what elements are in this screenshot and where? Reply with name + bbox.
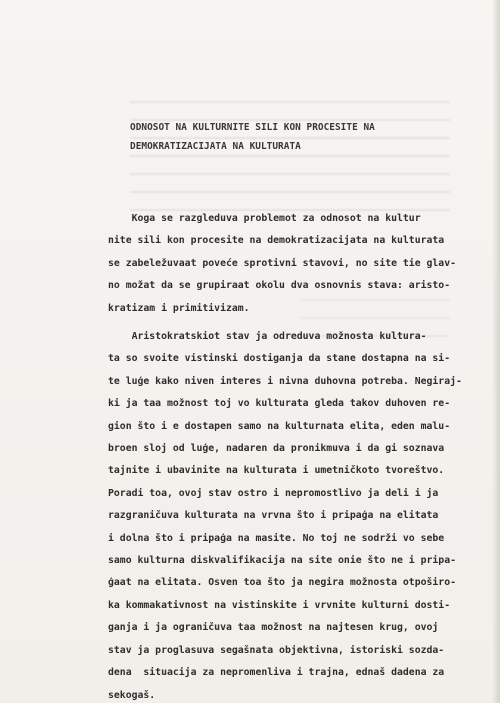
text-line: se zabeležuvaat poveće sprotivni stavovi, no site tie glav- [108,257,456,269]
text-line: kratizam i primitivizam. [108,302,250,314]
text-line: ki ja taa možnost toj vo kulturata gleda takov duhoven re- [108,398,451,410]
text-line: no možat da se grupiraat okolu dva osnovnis stava: aristo- [108,280,451,292]
text-line: Koga se razgleduva problemot za odnosot na kultur [108,213,421,224]
text-line: te luģe kako niven interes i nivna duhovna potreba. Negiraj- [108,375,462,387]
text-line: tajnite i ubavinite na kulturata i umetničkoto tvoreštvo. [108,465,445,477]
text-line: ka kommakativnost na vistinskite i vrvnite kulturni dosti- [108,599,451,611]
paragraph-2 [108,326,462,703]
text-line: razgraničuva kulturata na vrvna što i pripaģa na elitata [108,510,439,522]
text-line: ta so svoite vistinski dostiganja da stane dostapna na si- [108,353,451,365]
text-line: Poradi toa, ovoj stav ostro i nepromostlivo ja deli i ja [108,487,439,499]
text-line: i dolna što i pripaģa na masite. No toj ne sodrži vo sebe [108,532,445,544]
paragraph-1 [108,208,456,320]
text-line: ģaat na elitata. Osven toa što ja negira možnosta otpoširo- [108,577,456,589]
document-title [130,118,460,156]
text-line: Aristokratskiot stav ja odreduva možnosta kultura- [108,331,427,342]
text-line: broen sloj od luģe, nadaren da pronikmuva i da gi soznava [108,443,445,455]
text-line: stav ja proglasuva segašnata objektivna, istoriski sozda- [108,644,445,656]
paper-edge-shadow [492,0,500,703]
title-line: ODNOSOT NA KULTURNITE SILI KON PROCESITE NA [130,122,375,133]
text-line: nite sili kon procesite na demokratizacijata na kulturata [108,235,445,247]
title-line: DEMOKRATIZACIJATA NA KULTURATA [130,141,301,152]
text-line: ganja i ja ograničuva taa možnost na najtesen krug, ovoj [108,622,439,634]
text-line: samo kulturna diskvalifikacija na site onie što ne i pripa- [108,555,456,567]
reverse-side-bleed [130,92,450,222]
text-line: gion što i e dostapen samo na kulturnata elita, eden malu- [108,420,451,432]
text-line: sekogaš. [108,689,156,701]
text-line: dena situacija za nepromenliva i trajna, ednaš dadena za [108,667,445,679]
